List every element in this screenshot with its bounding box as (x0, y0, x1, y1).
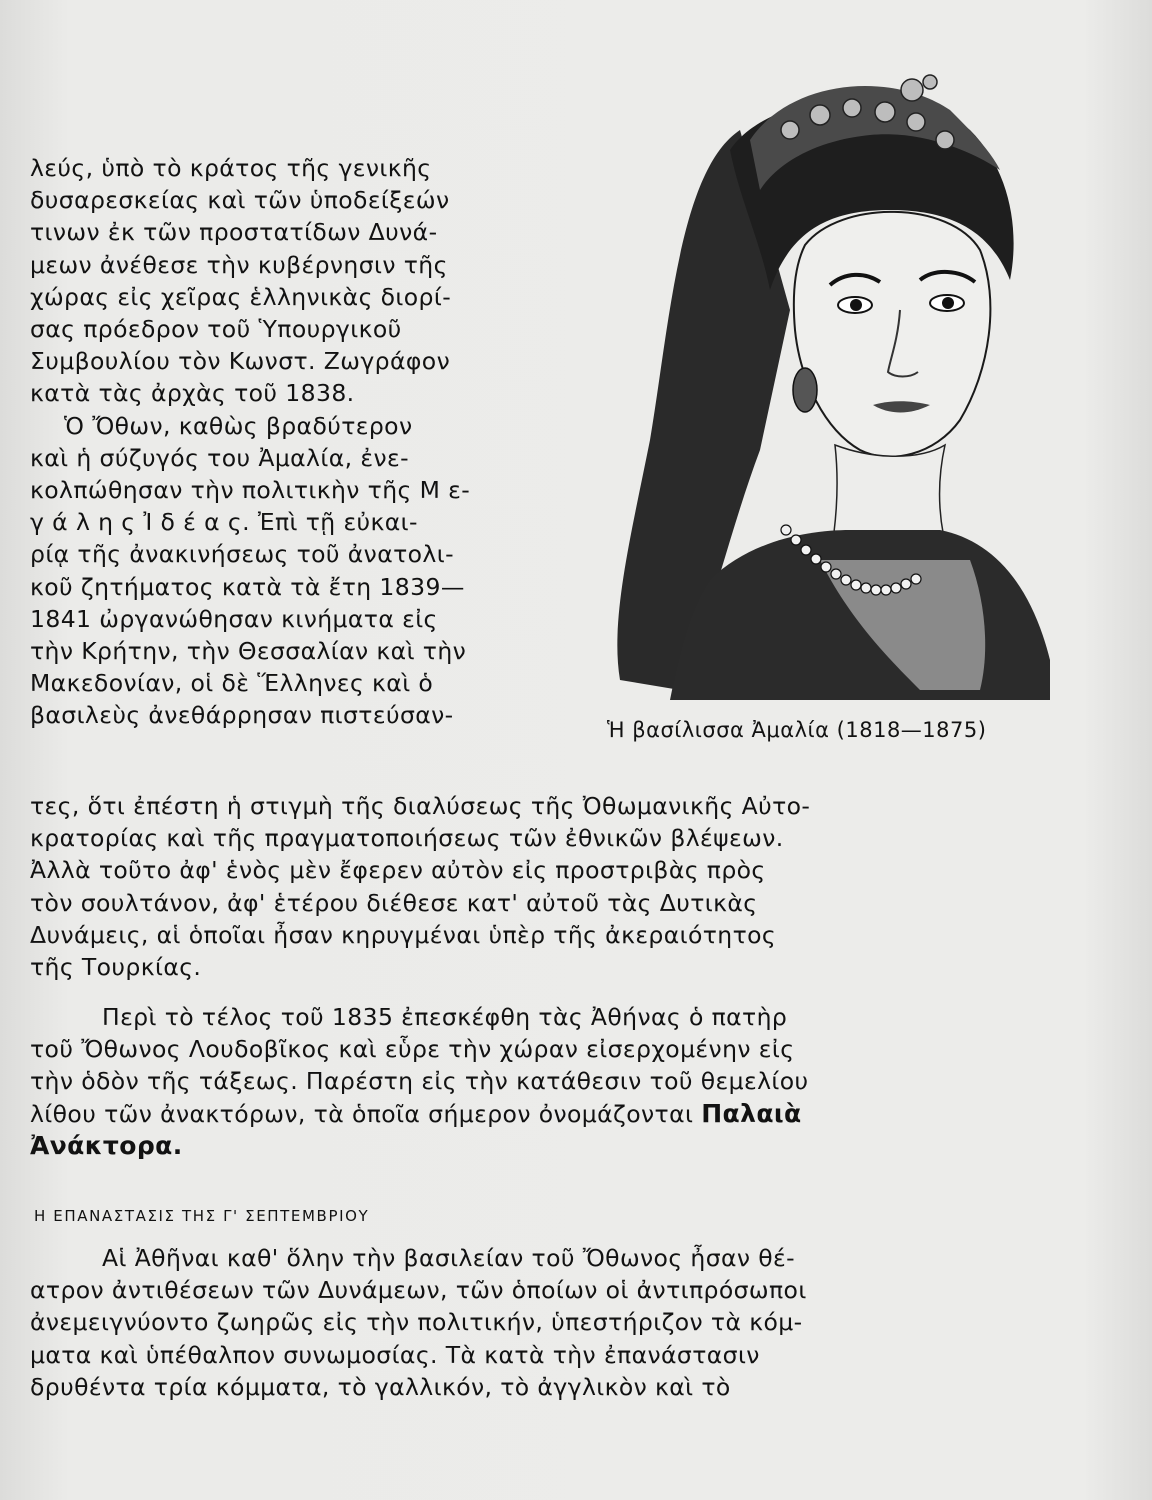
text-line: κατὰ τὰς ἀρχὰς τοῦ 1838. (30, 379, 355, 408)
full-paragraph-3 (30, 1242, 1010, 1403)
text-line: καὶ ἡ σύζυγός του Ἀμαλία, ἐνε- (30, 443, 409, 472)
text-line: σας πρόεδρον τοῦ Ὑπουργικοῦ (30, 315, 402, 344)
full-paragraph-2 (30, 1001, 1010, 1162)
text-line: κοῦ ζητήματος κατὰ τὰ ἔτη 1839— (30, 572, 465, 601)
text-line: ἀνεμειγνύοντο ζωηρῶς εἰς τὴν πολιτικήν, ὑπεστήριζον τὰ κόμ- (30, 1308, 803, 1337)
text-line: Ἀλλὰ τοῦτο ἀφ' ἑνὸς μὲν ἔφερεν αὐτὸν εἰς προστριβὰς πρὸς (30, 856, 766, 885)
text-line: τὸν σουλτάνον, ἀφ' ἑτέρου διέθεσε κατ' αὐτοῦ τὰς Δυτικὰς (30, 888, 758, 917)
portrait-caption: Ἡ βασίλισσα Ἀμαλία (1818—1875) (607, 718, 987, 742)
text-line: Δυνάμεις, αἱ ὁποῖαι ἦσαν κηρυγμέναι ὑπὲρ τῆς ἀκεραιότητος (30, 920, 777, 949)
text-line: ατρον ἀντιθέσεων τῶν Δυνάμεων, τῶν ὁποίων οἱ ἀντιπρόσωποι (30, 1276, 807, 1305)
text-line: Μακεδονίαν, οἱ δὲ Ἕλληνες καὶ ὁ (30, 669, 434, 698)
text-line: χώρας εἰς χεῖρας ἑλληνικὰς διορί- (30, 282, 452, 311)
column-paragraph (30, 152, 575, 732)
text-line: τὴν ὁδὸν τῆς τάξεως. Παρέστη εἰς τὴν κατάθεσιν τοῦ θεμελίου (30, 1067, 809, 1096)
bold-term: Ἀνάκτορα. (30, 1130, 183, 1160)
text-line: Συμβουλίου τὸν Κωνστ. Ζωγράφον (30, 347, 451, 376)
text-line: κολπώθησαν τὴν πολιτικὴν τῆς Μ ε- (30, 476, 471, 505)
text-line-with-bold (30, 1098, 1010, 1130)
text-line: λεύς, ὑπὸ τὸ κράτος τῆς γενικῆς (30, 154, 432, 182)
bold-term: Παλαιὰ (701, 1098, 802, 1128)
text-line: Ὁ Ὄθων, καθὼς βραδύτερον (64, 411, 413, 440)
text-line: λίθου τῶν ἀνακτόρων, τὰ ὁποῖα σήμερον ὀνομάζονται (30, 1099, 694, 1128)
text-line: κρατορίας καὶ τῆς πραγματοποιήσεως τῶν ἐθνικῶν βλέψεων. (30, 824, 784, 853)
text-line: ρίᾳ τῆς ἀνακινήσεως τοῦ ἀνατολι- (30, 540, 454, 569)
section-heading: Η ΕΠΑΝΑΣΤΑΣΙΣ ΤΗΣ Γ' ΣΕΠΤΕΜΒΡΙΟΥ (34, 1207, 370, 1225)
full-paragraph-1 (30, 790, 1010, 983)
text-line: 1841 ὠργανώθησαν κινήματα εἰς (30, 604, 438, 633)
portrait-illustration (590, 60, 1060, 700)
text-line: τοῦ Ὄθωνος Λουδοβῖκος καὶ εὗρε τὴν χώραν εἰσερχομένην εἰς (30, 1035, 795, 1064)
text-line: Περὶ τὸ τέλος τοῦ 1835 ἐπεσκέφθη τὰς Ἀθήνας ὁ πατὴρ (102, 1003, 788, 1031)
text-line: ματα καὶ ὑπέθαλπον συνωμοσίας. Τὰ κατὰ τὴν ἐπανάστασιν (30, 1340, 760, 1369)
earring (793, 368, 817, 412)
face-shape (794, 212, 991, 457)
text-line: Αἱ Ἀθῆναι καθ' ὅλην τὴν βασιλείαν τοῦ Ὄθωνος ἦσαν θέ- (102, 1244, 796, 1272)
text-line: τὴν Κρήτην, τὴν Θεσσαλίαν καὶ τὴν (30, 637, 467, 666)
text-line: τινων ἐκ τῶν προστατίδων Δυνά- (30, 218, 438, 247)
text-line: βασιλεὺς ἀνεθάρρησαν πιστεύσαν- (30, 701, 454, 730)
text-line: τες, ὅτι ἐπέστη ἡ στιγμὴ τῆς διαλύσεως τῆς Ὀθωμανικῆς Αὐτο- (30, 792, 811, 820)
text-line: δρυθέντα τρία κόμματα, τὸ γαλλικόν, τὸ ἀγγλικὸν καὶ τὸ (30, 1372, 731, 1401)
text-line: γ ά λ η ς Ἰ δ έ α ς. Ἐπὶ τῇ εὐκαι- (30, 508, 418, 537)
text-line: μεων ἀνέθεσε τὴν κυβέρνησιν τῆς (30, 250, 448, 279)
text-line: τῆς Τουρκίας. (30, 953, 202, 982)
text-line: δυσαρεσκείας καὶ τῶν ὑποδείξεών (30, 186, 450, 215)
